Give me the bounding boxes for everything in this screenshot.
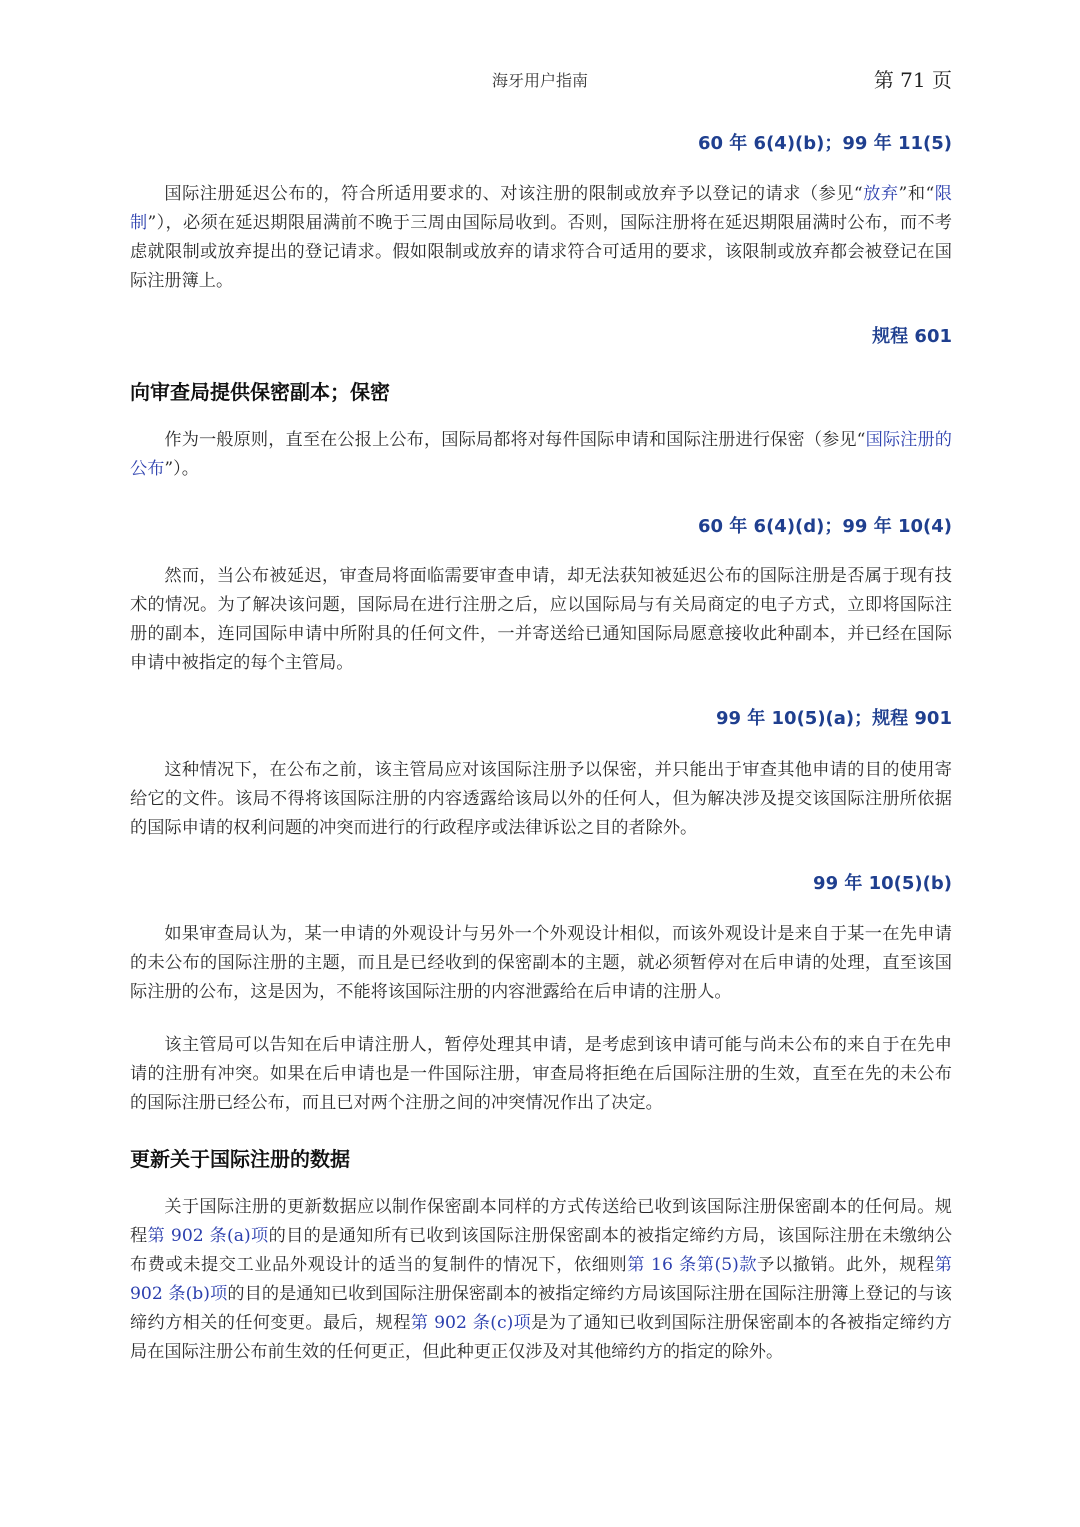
paragraph-general-principle [130,426,952,484]
paragraph-update-data [130,1193,952,1367]
link-publication[interactable]: 国际注册的公布 [130,430,952,479]
legal-reference: 99 年 10(5)(a)；规程 901 [715,708,952,729]
paragraph-text: 的目的是通知已收到国际注册保密副本的被指定缔约方局该国际注册在国际注册簿上登记的与该缔约方相关的任何变更。最后，规程 [130,1284,952,1333]
paragraph-text: 关于国际注册的更新数据应以制作保密副本同样的方式传送给已收到该国际注册保密副本的任何局。规程 [130,1197,952,1246]
section-heading-update-data: 更新关于国际注册的数据 [130,1147,350,1171]
paragraph-text: 国际注册延迟公布的，符合所适用要求的、对该注册的限制或放弃予以登记的请求（参见“ [164,184,863,204]
link-renunciation[interactable]: 放弃 [862,184,899,204]
legal-reference: 99 年 10(5)(b) [813,873,952,894]
paragraph-text: 予以撤销。此外，规程 [757,1255,935,1275]
link-rule-902b[interactable]: 第 902 条(b)项 [130,1255,952,1304]
paragraph-text: 是为了通知已收到国际注册保密副本的各被指定缔约方局在国际注册公布前生效的任何更正，但此种更正仅涉及对其他缔约方的指定的除外。 [130,1313,952,1362]
legal-reference: 规程 601 [872,326,952,347]
paragraph-text: ”和“ [898,184,935,204]
link-rule-902a[interactable]: 第 902 条(a)项 [147,1226,269,1246]
header-title: 海牙用户指南 [491,71,588,90]
paragraph-suspension-notice: 该主管局可以告知在后申请注册人，暂停处理其申请，是考虑到该申请可能与尚未公布的来自于在先申请的注册有冲突。如果在后申请也是一件国际注册，审查局将拒绝在后国际注册的生效，直至在先的未公布的国际注册已经公布，而且已对两个注册之间的冲突情况作出了决定。 [130,1035,952,1113]
link-limitation[interactable]: 限制 [130,184,952,233]
paragraph-text: 作为一般原则，直至在公报上公布，国际局都将对每件国际申请和国际注册进行保密（参见“ [164,430,866,450]
link-rule-16-5[interactable]: 第 16 条第(5)款 [627,1255,758,1275]
paragraph-similar-design: 如果审查局认为，某一申请的外观设计与另外一个外观设计相似，而该外观设计是来自于某一在先申请的未公布的国际注册的主题，而且是已经收到的保密副本的主题，就必须暂停对在后申请的处理，直至该国际注册的公布，这是因为，不能将该国际注册的内容泄露给在后申请的注册人。 [130,924,952,1002]
paragraph-delay-restriction [130,180,952,296]
paragraph-deferred-publication: 然而，当公布被延迟，审查局将面临需要审查申请，却无法获知被延迟公布的国际注册是否属于现有技术的情况。为了解决该问题，国际局在进行注册之后，应以国际局与有关局商定的电子方式，立即将国际注册的副本，连同国际申请中所附具的任何文件，一并寄送给已通知国际局愿意接收此种副本，并已经在国际申请中被指定的每个主管局。 [130,566,952,673]
section-heading-confidential-copies: 向审查局提供保密副本；保密 [130,380,390,404]
legal-reference: 60 年 6(4)(b)；99 年 11(5) [697,133,952,154]
link-rule-902c[interactable]: 第 902 条(c)项 [410,1313,532,1333]
legal-reference: 60 年 6(4)(d)；99 年 10(4) [697,516,952,537]
page-number: 第 71 页 [873,68,952,92]
paragraph-text: 的目的是通知所有已收到该国际注册保密副本的被指定缔约方局，该国际注册在未缴纳公布费或未提交工业品外观设计的适当的复制件的情况下，依细则 [130,1226,952,1275]
paragraph-confidentiality: 这种情况下，在公布之前，该主管局应对该国际注册予以保密，并只能出于审查其他申请的目的使用寄给它的文件。该局不得将该国际注册的内容透露给该局以外的任何人，但为解决涉及提交该国际注册所依据的国际申请的权利问题的冲突而进行的行政程序或法律诉讼之目的者除外。 [130,760,952,838]
page-header [128,62,952,96]
paragraph-text: ”），必须在延迟期限届满前不晚于三周由国际局收到。否则，国际注册将在延迟期限届满时公布，而不考虑就限制或放弃提出的登记请求。假如限制或放弃的请求符合可适用的要求，该限制或放弃都会被登记在国际注册簿上。 [130,213,952,291]
paragraph-text: ”）。 [164,459,199,479]
